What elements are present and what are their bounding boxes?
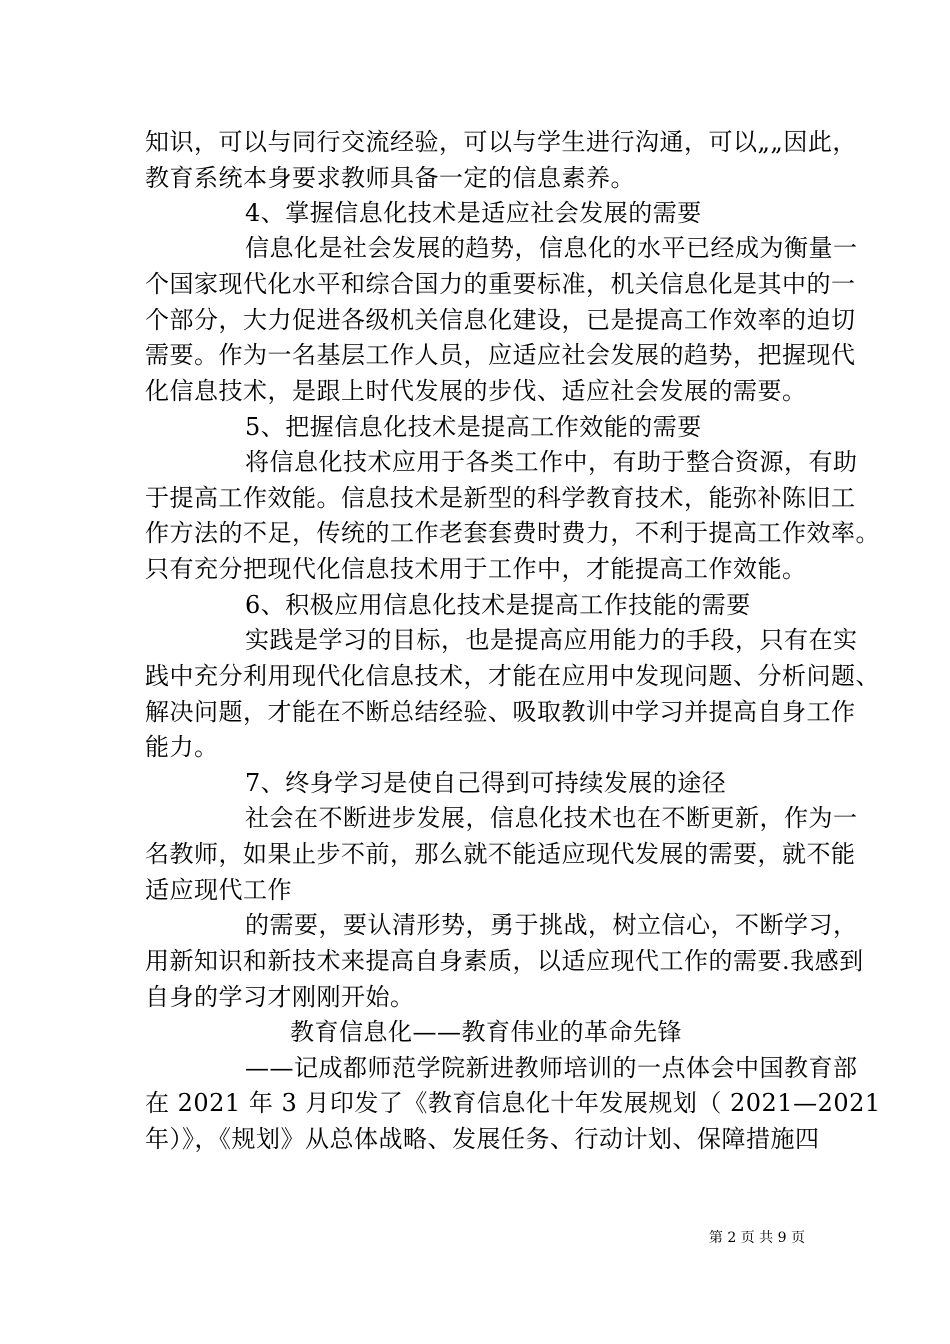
body-text-line: 年）》，《规划》从总体战略、发展任务、行动计划、保障措施四 <box>145 1125 820 1153</box>
body-text-line: 只有充分把现代化信息技术用于工作中，才能提高工作效能。 <box>145 555 807 583</box>
body-text-line: 需要。作为一名基层工作人员，应适应社会发展的趋势，把握现代 <box>145 341 856 369</box>
page-number: 第 2 页 共 9 页 <box>708 1230 805 1246</box>
body-text-line: 践中充分利用现代化信息技术，才能在应用中发现问题、分析问题、 <box>145 662 880 690</box>
section-heading-6: 6、积极应用信息化技术是提高工作技能的需要 <box>245 591 751 619</box>
body-text-line: 个国家现代化水平和综合国力的重要标准，机关信息化是其中的一 <box>145 270 856 298</box>
body-text-line: 用新知识和新技术来提高自身素质，以适应现代工作的需要.我感到 <box>145 947 864 975</box>
body-text-line: 教育系统本身要求教师具备一定的信息素养。 <box>145 164 635 192</box>
body-text-line: 将信息化技术应用于各类工作中，有助于整合资源，有助 <box>245 448 858 476</box>
body-text-line: 化信息技术，是跟上时代发展的步伐、适应社会发展的需要。 <box>145 377 807 405</box>
body-text-line: 作方法的不足，传统的工作老套套费时费力，不利于提高工作效率。 <box>145 519 880 547</box>
section-heading-5: 5、把握信息化技术是提高工作效能的需要 <box>245 413 702 441</box>
body-text-line: 于提高工作效能。信息技术是新型的科学教育技术，能弥补陈旧工 <box>145 484 856 512</box>
body-text-line: 在 2021 年 3 月印发了《教育信息化十年发展规划（ 2021—2021 <box>145 1089 881 1117</box>
body-text-line: 的需要，要认清形势，勇于挑战，树立信心，不断学习， <box>245 911 858 939</box>
body-text-line: 解决问题，才能在不断总结经验、吸取教训中学习并提高自身工作 <box>145 698 856 726</box>
section-heading-4: 4、掌握信息化技术是适应社会发展的需要 <box>245 199 702 227</box>
body-text-line: 名教师，如果止步不前，那么就不能适应现代发展的需要，就不能 <box>145 840 856 868</box>
body-text-line: 社会在不断进步发展，信息化技术也在不断更新，作为一 <box>245 804 858 832</box>
article-subtitle: ——记成都师范学院新进教师培训的一点体会中国教育部 <box>245 1054 858 1082</box>
body-text-line: 能力。 <box>145 733 219 761</box>
body-text-line: 知识，可以与同行交流经验，可以与学生进行沟通，可以„„因此， <box>145 128 857 156</box>
body-text-line: 信息化是社会发展的趋势，信息化的水平已经成为衡量一 <box>245 234 858 262</box>
body-text-line: 实践是学习的目标，也是提高应用能力的手段，只有在实 <box>245 626 858 654</box>
section-heading-7: 7、终身学习是使自己得到可持续发展的途径 <box>245 769 727 797</box>
body-text-line: 适应现代工作 <box>145 876 292 904</box>
body-text-line: 自身的学习才刚刚开始。 <box>145 983 415 1011</box>
article-title: 教育信息化——教育伟业的革命先锋 <box>290 1018 682 1046</box>
body-text-line: 个部分，大力促进各级机关信息化建设，已是提高工作效率的迫切 <box>145 306 856 334</box>
